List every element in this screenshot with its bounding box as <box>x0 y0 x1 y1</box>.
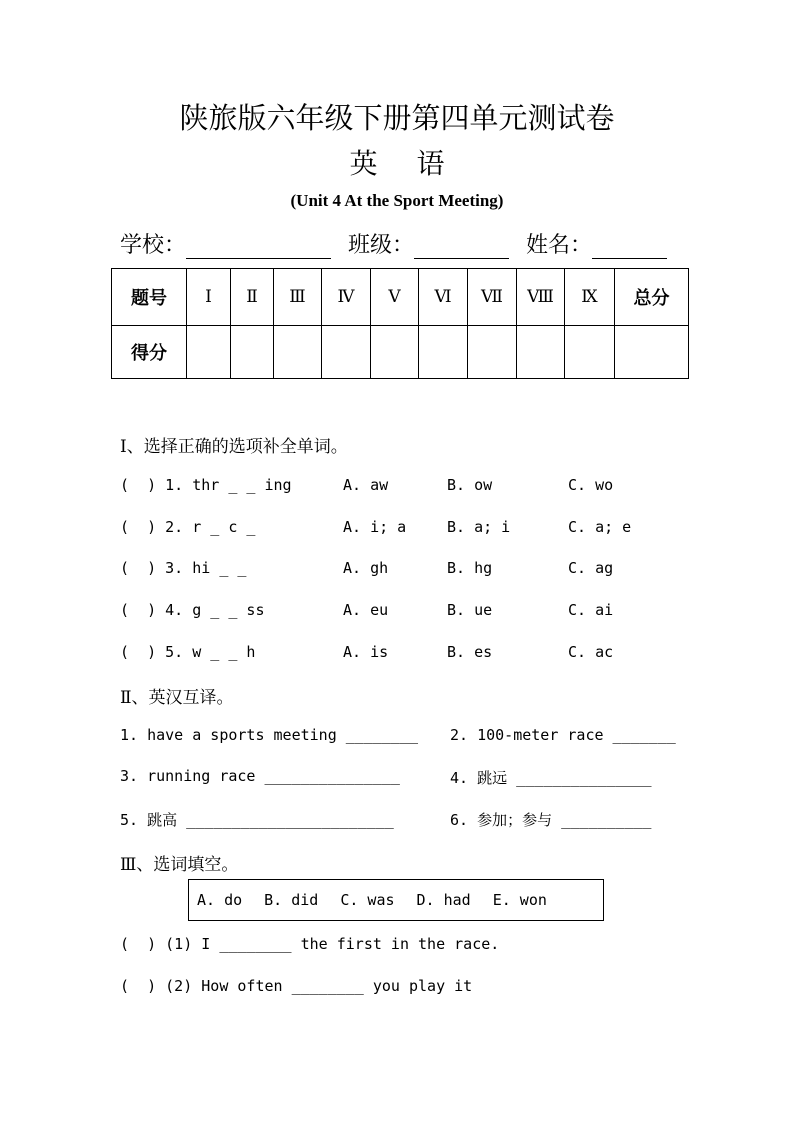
s1-item-3-option-a: A. gh <box>343 559 389 577</box>
subject-title: 英 语 <box>349 147 445 180</box>
s1-item-4-stem: ( ) 4. g _ _ ss <box>120 601 265 619</box>
s1-item-1-stem: ( ) 1. thr _ _ ing <box>120 476 292 494</box>
score-cell[interactable] <box>419 326 468 379</box>
s1-item-3-option-c: C. ag <box>568 559 614 577</box>
score-label: 得分 <box>112 326 187 379</box>
word-bank-option: A. do <box>197 891 243 909</box>
column-5: Ⅴ <box>371 269 419 326</box>
page-title: 陕旅版六年级下册第四单元测试卷 <box>179 101 615 135</box>
s1-item-4-option-b: B. ue <box>447 601 493 619</box>
s1-item-4-option-a: A. eu <box>343 601 389 619</box>
column-6: Ⅵ <box>419 269 468 326</box>
word-bank-option: C. was <box>340 891 395 909</box>
s1-item-5-option-b: B. es <box>447 643 493 661</box>
section-2-heading: Ⅱ、英汉互译。 <box>120 688 234 708</box>
column-4: Ⅳ <box>322 269 371 326</box>
s1-item-1-option-a: A. aw <box>343 476 389 494</box>
class-blank[interactable] <box>414 236 509 259</box>
s1-item-3-stem: ( ) 3. hi _ _ <box>120 559 247 577</box>
school-label: 学校： <box>120 233 187 258</box>
s1-item-1-option-b: B. ow <box>447 476 493 494</box>
score-cell[interactable] <box>517 326 565 379</box>
class-label: 班级： <box>348 233 415 258</box>
score-cell[interactable] <box>187 326 231 379</box>
score-cell[interactable] <box>371 326 419 379</box>
column-8: Ⅷ <box>517 269 565 326</box>
s1-item-4-option-c: C. ai <box>568 601 614 619</box>
name-label: 姓名： <box>526 233 593 258</box>
s2-item-4: 4. 跳远 _______________ <box>450 769 652 787</box>
s2-item-1: 1. have a sports meeting ________ <box>120 726 419 744</box>
s3-item-1: ( ) (1) I ________ the first in the race. <box>120 935 500 953</box>
s1-item-1-option-c: C. wo <box>568 476 614 494</box>
score-cell[interactable] <box>274 326 322 379</box>
s2-item-3: 3. running race _______________ <box>120 767 400 785</box>
column-3: Ⅲ <box>274 269 322 326</box>
word-bank-option: D. had <box>416 891 471 909</box>
s3-item-2: ( ) (2) How often ________ you play it <box>120 977 473 995</box>
s1-item-5-option-a: A. is <box>343 643 389 661</box>
unit-subtitle: (Unit 4 At the Sport Meeting) <box>290 191 504 210</box>
total-score-cell[interactable] <box>615 326 689 379</box>
s1-item-2-option-c: C. a; e <box>568 518 632 536</box>
school-blank[interactable] <box>186 236 331 259</box>
s1-item-5-option-c: C. ac <box>568 643 614 661</box>
name-blank[interactable] <box>592 236 667 259</box>
s1-item-2-stem: ( ) 2. r _ c _ <box>120 518 256 536</box>
score-table-score-row <box>112 326 689 379</box>
s1-item-2-option-a: A. i; a <box>343 518 407 536</box>
total-label: 总分 <box>615 269 689 326</box>
score-cell[interactable] <box>231 326 274 379</box>
column-9: Ⅸ <box>565 269 615 326</box>
word-bank-option: B. did <box>264 891 319 909</box>
section-3-heading: Ⅲ、选词填空。 <box>120 855 239 875</box>
s2-item-5: 5. 跳高 _______________________ <box>120 811 394 829</box>
s2-item-6: 6. 参加；参与 __________ <box>450 811 652 829</box>
column-1: Ⅰ <box>187 269 231 326</box>
column-2: Ⅱ <box>231 269 274 326</box>
score-cell[interactable] <box>565 326 615 379</box>
section-1-heading: Ⅰ、选择正确的选项补全单词。 <box>120 437 348 457</box>
question-number-label: 题号 <box>112 269 187 326</box>
word-bank-box <box>188 879 604 921</box>
column-7: Ⅶ <box>468 269 517 326</box>
s1-item-3-option-b: B. hg <box>447 559 493 577</box>
score-table <box>111 268 689 379</box>
word-bank-option: E. won <box>492 891 547 909</box>
s1-item-2-option-b: B. a; i <box>447 518 511 536</box>
s2-item-2: 2. 100-meter race _______ <box>450 726 676 744</box>
s1-item-5-stem: ( ) 5. w _ _ h <box>120 643 256 661</box>
score-table-header-row <box>112 269 689 326</box>
score-cell[interactable] <box>322 326 371 379</box>
score-cell[interactable] <box>468 326 517 379</box>
student-info-line <box>120 228 677 259</box>
